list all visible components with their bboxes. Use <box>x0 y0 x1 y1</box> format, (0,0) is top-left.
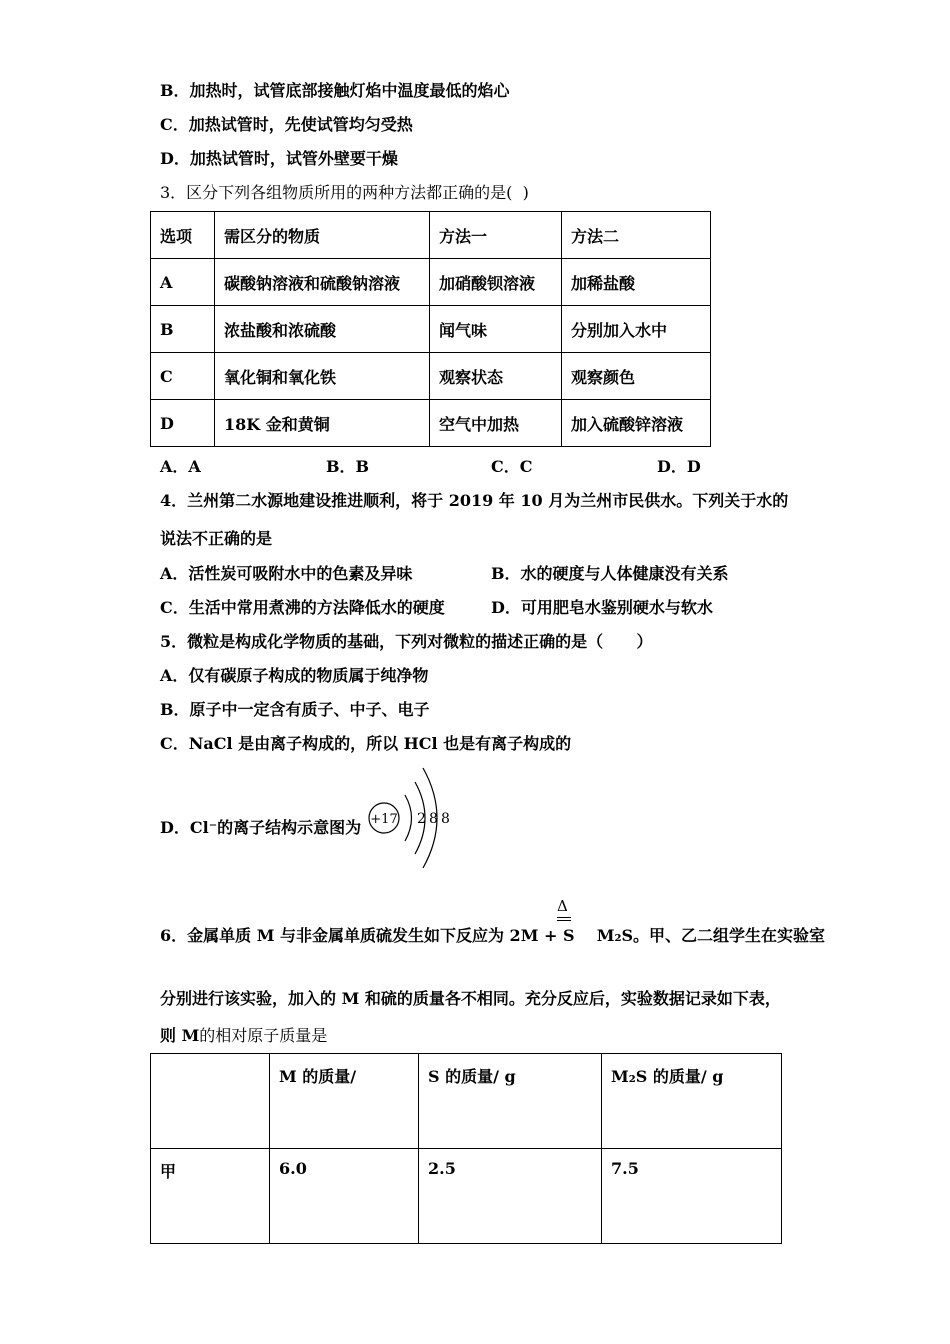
table-cell: 氧化铜和氧化铁 <box>215 353 430 400</box>
q5-stem: 5．微粒是构成化学物质的基础，下列对微粒的描述正确的是（ ） <box>160 632 653 651</box>
table-cell: 加入硫酸锌溶液 <box>562 400 711 447</box>
q6-stem-line3-plain: 的相对原子质量是 <box>199 1026 328 1045</box>
table-cell: D <box>151 400 215 447</box>
table-header-cell: 需区分的物质 <box>215 212 430 259</box>
table-cell: B <box>151 306 215 353</box>
q6-stem-line3 <box>160 1023 327 1046</box>
table-cell: C <box>151 353 215 400</box>
q4-stem-line2: 说法不正确的是 <box>160 529 273 548</box>
table-cell: A <box>151 259 215 306</box>
table-cell: 6.0 <box>270 1149 419 1244</box>
table-cell: 碳酸钠溶液和硫酸钠溶液 <box>215 259 430 306</box>
q3-table <box>150 211 711 447</box>
q5-option-b: B．原子中一定含有质子、中子、电子 <box>160 700 430 719</box>
q2-option-c: C．加热试管时，先使试管均匀受热 <box>160 115 413 134</box>
shell-electrons: 2 <box>417 811 426 827</box>
table-header-row <box>151 1054 782 1149</box>
q5-option-c: C．NaCl 是由离子构成的，所以 HCl 也是有离子构成的 <box>160 734 572 753</box>
table-row <box>151 353 711 400</box>
q5-option-a: A．仅有碳原子构成的物质属于纯净物 <box>160 666 429 685</box>
table-header-cell: 方法二 <box>562 212 711 259</box>
shell-arc <box>405 795 412 841</box>
q4-option-b: B．水的硬度与人体健康没有关系 <box>491 564 729 583</box>
ion-structure-diagram <box>365 760 465 875</box>
q5-option-d: D．Cl⁻的离子结构示意图为 <box>160 818 362 837</box>
q3-answer-c: C．C <box>491 457 533 476</box>
table-header-cell: S 的质量/ g <box>419 1054 602 1149</box>
reaction-line <box>557 920 571 921</box>
table-cell: 浓盐酸和浓硫酸 <box>215 306 430 353</box>
table-cell: 观察状态 <box>430 353 562 400</box>
table-cell: 甲 <box>151 1149 270 1244</box>
table-cell: 7.5 <box>602 1149 782 1244</box>
table-cell: 2.5 <box>419 1149 602 1244</box>
table-cell: 分别加入水中 <box>562 306 711 353</box>
table-cell: 闻气味 <box>430 306 562 353</box>
shell-electrons: 8 <box>429 811 438 827</box>
q3-answer-a: A．A <box>160 457 201 476</box>
table-header-cell: 方法一 <box>430 212 562 259</box>
table-header-cell <box>151 1054 270 1149</box>
table-row <box>151 1149 782 1244</box>
q6-stem-line3-bold: 则 M <box>160 1026 200 1045</box>
table-row <box>151 306 711 353</box>
nucleus-label: +17 <box>370 812 398 827</box>
table-cell: 18K 金和黄铜 <box>215 400 430 447</box>
q4-option-a: A．活性炭可吸附水中的色素及异味 <box>160 564 413 583</box>
q4-stem-line1: 4．兰州第二水源地建设推进顺利，将于 2019 年 10 月为兰州市民供水。下列关于水的 <box>160 491 789 510</box>
q4-option-c: C．生活中常用煮沸的方法降低水的硬度 <box>160 598 445 617</box>
table-header-row <box>151 212 711 259</box>
table-row <box>151 259 711 306</box>
heating-symbol: Δ <box>557 897 568 915</box>
q3-stem: 3．区分下列各组物质所用的两种方法都正确的是( ) <box>160 183 529 202</box>
table-cell: 加稀盐酸 <box>562 259 711 306</box>
q6-table <box>150 1053 782 1244</box>
q2-option-d: D．加热试管时，试管外壁要干燥 <box>160 149 398 168</box>
q3-answer-d: D．D <box>657 457 701 476</box>
q6-stem-line1: 6．金属单质 M 与非金属单质硫发生如下反应为 2M + S M₂S。甲、乙二组学生在实验室 <box>160 926 826 945</box>
q6-stem-line2: 分别进行该实验，加入的 M 和硫的质量各不相同。充分反应后，实验数据记录如下表， <box>160 989 781 1008</box>
table-cell: 观察颜色 <box>562 353 711 400</box>
shell-electrons: 8 <box>441 811 450 827</box>
table-cell: 空气中加热 <box>430 400 562 447</box>
q3-answer-b: B．B <box>326 457 370 476</box>
table-row <box>151 400 711 447</box>
table-header-cell: 选项 <box>151 212 215 259</box>
table-header-cell: M 的质量/ <box>270 1054 419 1149</box>
table-header-cell: M₂S 的质量/ g <box>602 1054 782 1149</box>
q4-option-d: D．可用肥皂水鉴别硬水与软水 <box>491 598 713 617</box>
table-cell: 加硝酸钡溶液 <box>430 259 562 306</box>
q2-option-b: B．加热时，试管底部接触灯焰中温度最低的焰心 <box>160 81 510 100</box>
reaction-line <box>557 917 571 918</box>
